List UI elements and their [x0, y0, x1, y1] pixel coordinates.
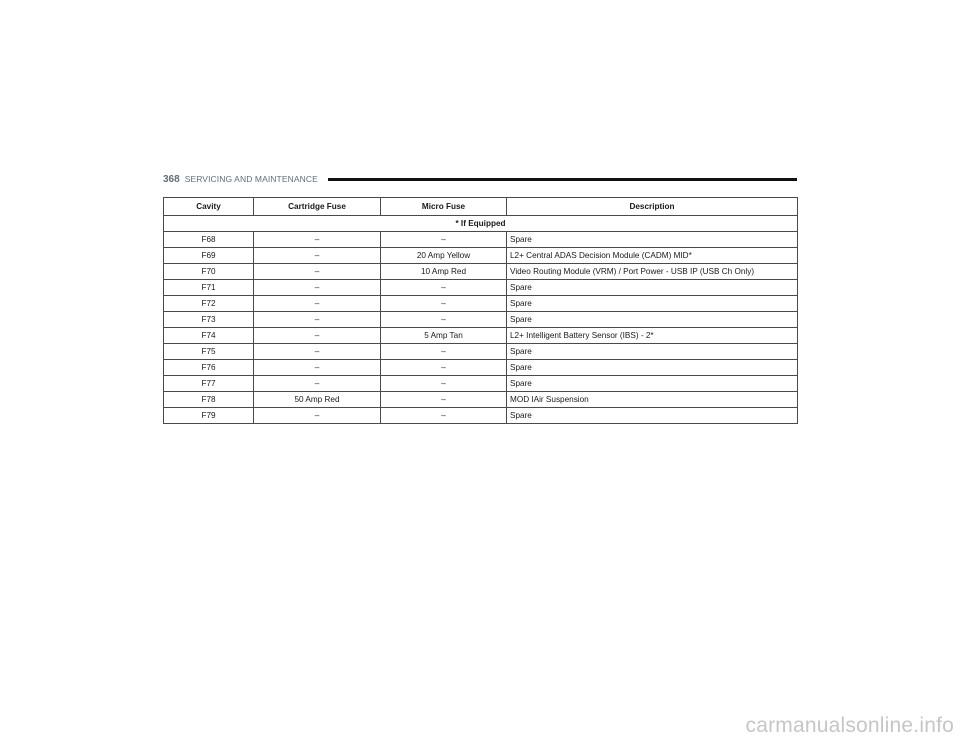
- table-row: [164, 376, 798, 392]
- if-equipped-note: * If Equipped: [164, 216, 798, 232]
- page-number: 368: [163, 173, 180, 185]
- description-cell: Spare: [507, 312, 798, 328]
- micro-fuse-cell: –: [381, 312, 507, 328]
- description-cell: MOD IAir Suspension: [507, 392, 798, 408]
- cartridge-fuse-cell: –: [254, 328, 381, 344]
- cavity-cell: F78: [164, 392, 254, 408]
- table-row: [164, 232, 798, 248]
- note-row: [164, 216, 798, 232]
- page-header: [163, 172, 797, 186]
- micro-fuse-cell: 10 Amp Red: [381, 264, 507, 280]
- micro-fuse-cell: –: [381, 280, 507, 296]
- table-row: [164, 328, 798, 344]
- description-cell: L2+ Intelligent Battery Sensor (IBS) - 2*: [507, 328, 798, 344]
- cavity-cell: F77: [164, 376, 254, 392]
- cavity-cell: F76: [164, 360, 254, 376]
- table-row: [164, 248, 798, 264]
- cavity-cell: F75: [164, 344, 254, 360]
- cartridge-fuse-cell: –: [254, 408, 381, 424]
- cartridge-fuse-cell: –: [254, 376, 381, 392]
- micro-fuse-cell: –: [381, 360, 507, 376]
- table-row: [164, 408, 798, 424]
- micro-fuse-cell: –: [381, 392, 507, 408]
- cavity-cell: F79: [164, 408, 254, 424]
- cartridge-fuse-cell: –: [254, 248, 381, 264]
- micro-fuse-cell: 5 Amp Tan: [381, 328, 507, 344]
- header-rule: [328, 178, 797, 181]
- table-row: [164, 344, 798, 360]
- column-header-description: Description: [507, 198, 798, 216]
- table-row: [164, 360, 798, 376]
- cartridge-fuse-cell: –: [254, 264, 381, 280]
- table-row: [164, 312, 798, 328]
- description-cell: L2+ Central ADAS Decision Module (CADM) MID*: [507, 248, 798, 264]
- cartridge-fuse-cell: –: [254, 344, 381, 360]
- cartridge-fuse-cell: –: [254, 360, 381, 376]
- description-cell: Spare: [507, 296, 798, 312]
- micro-fuse-cell: –: [381, 408, 507, 424]
- description-cell: Spare: [507, 360, 798, 376]
- cartridge-fuse-cell: –: [254, 232, 381, 248]
- cavity-cell: F70: [164, 264, 254, 280]
- cavity-cell: F69: [164, 248, 254, 264]
- description-cell: Spare: [507, 408, 798, 424]
- cavity-cell: F71: [164, 280, 254, 296]
- cavity-cell: F72: [164, 296, 254, 312]
- micro-fuse-cell: –: [381, 376, 507, 392]
- cavity-cell: F68: [164, 232, 254, 248]
- column-header-cavity: Cavity: [164, 198, 254, 216]
- description-cell: Spare: [507, 376, 798, 392]
- description-cell: Spare: [507, 280, 798, 296]
- table-row: [164, 392, 798, 408]
- micro-fuse-cell: –: [381, 296, 507, 312]
- micro-fuse-cell: 20 Amp Yellow: [381, 248, 507, 264]
- description-cell: Video Routing Module (VRM) / Port Power - USB IP (USB Ch Only): [507, 264, 798, 280]
- cavity-cell: F74: [164, 328, 254, 344]
- column-header-micro-fuse: Micro Fuse: [381, 198, 507, 216]
- table-row: [164, 264, 798, 280]
- table-row: [164, 280, 798, 296]
- micro-fuse-cell: –: [381, 232, 507, 248]
- cartridge-fuse-cell: –: [254, 280, 381, 296]
- description-cell: Spare: [507, 232, 798, 248]
- cartridge-fuse-cell: –: [254, 296, 381, 312]
- cartridge-fuse-cell: 50 Amp Red: [254, 392, 381, 408]
- section-title: SERVICING AND MAINTENANCE: [184, 174, 318, 184]
- cavity-cell: F73: [164, 312, 254, 328]
- watermark: carmanualsonline.info: [745, 714, 954, 737]
- fuse-table: [163, 197, 798, 424]
- cartridge-fuse-cell: –: [254, 312, 381, 328]
- description-cell: Spare: [507, 344, 798, 360]
- table-row: [164, 296, 798, 312]
- micro-fuse-cell: –: [381, 344, 507, 360]
- table-header-row: [164, 198, 798, 216]
- column-header-cartridge-fuse: Cartridge Fuse: [254, 198, 381, 216]
